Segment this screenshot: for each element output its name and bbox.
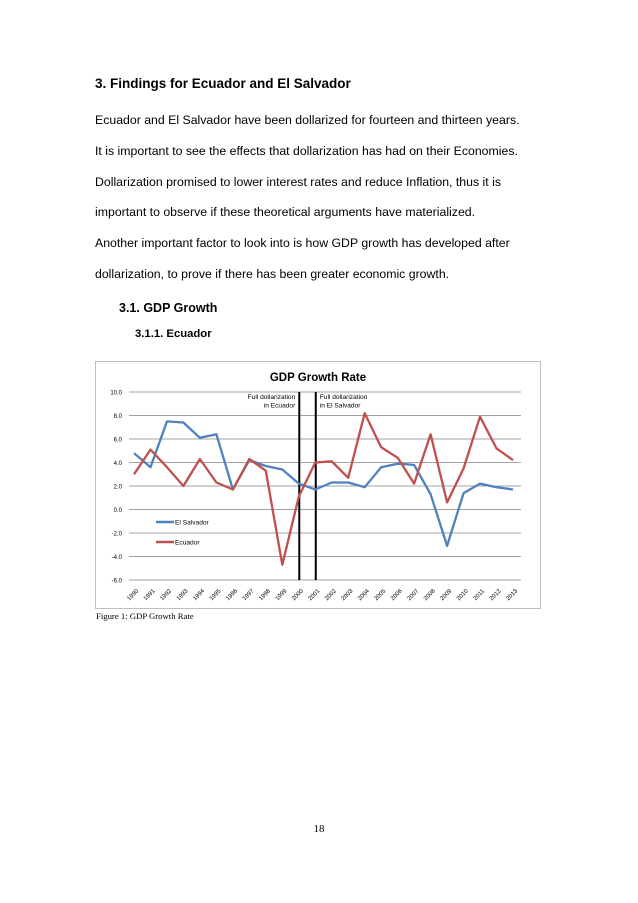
- figure-caption: Figure 1: GDP Growth Rate: [96, 611, 194, 621]
- x-tick-label: 1994: [192, 588, 207, 603]
- gdp-growth-chart: [95, 361, 541, 609]
- annotation-text: in El Salvador: [319, 402, 361, 410]
- y-tick-label: 2.0: [113, 484, 122, 491]
- x-tick-label: 1997: [241, 588, 256, 603]
- body-paragraph: [95, 105, 541, 290]
- subsection-heading: 3.1. GDP Growth: [119, 301, 218, 315]
- annotation-text: Full dollarization: [247, 394, 296, 401]
- x-tick-label: 1991: [142, 588, 157, 603]
- x-tick-label: 2003: [340, 588, 355, 603]
- x-tick-label: 1999: [274, 588, 289, 603]
- x-tick-label: 2011: [472, 588, 487, 602]
- subsubsection-heading: 3.1.1. Ecuador: [135, 328, 212, 340]
- x-tick-label: 2001: [307, 588, 322, 603]
- paragraph-line: important to observe if these theoretical arguments have materialized.: [95, 205, 476, 220]
- chart-title: GDP Growth Rate: [269, 372, 367, 384]
- page-number: 18: [313, 823, 325, 835]
- x-tick-label: 2008: [423, 588, 437, 603]
- x-tick-label: 1992: [159, 588, 174, 603]
- y-tick-label: 6.0: [113, 437, 122, 444]
- x-tick-label: 1995: [208, 588, 223, 603]
- x-tick-label: 2000: [291, 588, 305, 603]
- x-tick-label: 2012: [488, 588, 503, 603]
- y-tick-label: 8.0: [113, 414, 122, 420]
- y-tick-label: -4.0: [111, 555, 122, 561]
- x-tick-label: 1998: [258, 588, 272, 603]
- x-tick-label: 2009: [439, 588, 454, 603]
- x-tick-label: 2013: [505, 588, 520, 603]
- annotation-text: Full dollarization: [319, 394, 368, 401]
- x-tick-label: 2004: [357, 588, 371, 603]
- x-tick-label: 2005: [373, 588, 388, 603]
- y-tick-label: -2.0: [111, 531, 122, 538]
- chart-border: [96, 362, 541, 609]
- x-tick-label: 2010: [456, 588, 470, 603]
- paragraph-line: Ecuador and El Salvador have been dollarized for fourteen and thirteen years.: [95, 113, 520, 127]
- x-tick-label: 2002: [324, 588, 338, 603]
- x-tick-label: 1996: [225, 588, 240, 603]
- paragraph-line: Dollarization promised to lower interest rates and reduce Inflation, thus it is: [95, 174, 501, 189]
- x-tick-label: 1990: [126, 588, 141, 603]
- y-tick-label: 0.0: [113, 508, 122, 514]
- y-tick-label: 4.0: [113, 461, 122, 467]
- x-tick-label: 2007: [406, 588, 421, 603]
- legend-label: El Salvador: [175, 519, 209, 527]
- x-tick-label: 2006: [390, 588, 404, 603]
- annotation-text: in Ecuador: [263, 402, 296, 410]
- paragraph-line: Another important factor to look into is how GDP growth has developed after: [95, 236, 510, 251]
- y-tick-label: 10.0: [110, 390, 122, 397]
- y-tick-label: -6.0: [111, 578, 122, 585]
- x-tick-label: 1993: [175, 588, 190, 603]
- paragraph-line: It is important to see the effects that dollarization has had on their Economies.: [95, 143, 518, 158]
- legend-label: Ecuador: [175, 539, 200, 547]
- paragraph-line: dollarization, to prove if there has been greater economic growth.: [95, 266, 450, 281]
- section-heading: 3. Findings for Ecuador and El Salvador: [95, 76, 351, 91]
